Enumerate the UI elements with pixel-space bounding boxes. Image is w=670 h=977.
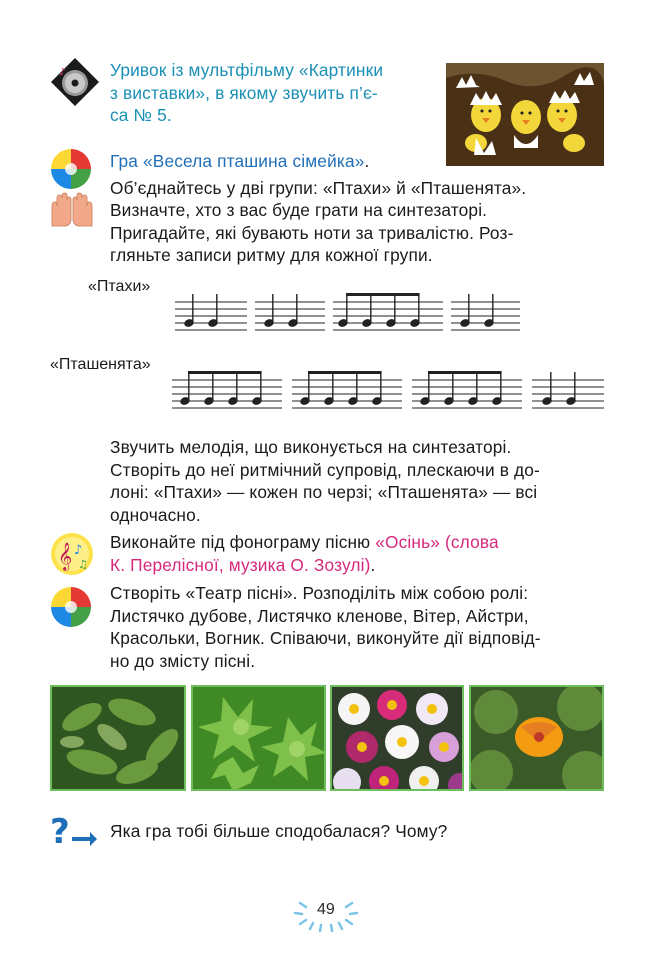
text-line: Об’єднайтесь у дві групи: «Птахи» й «Пташенята». [110, 177, 527, 198]
svg-text:♫: ♫ [78, 558, 88, 571]
text-line: Виконайте під фонограму пісню «Осінь» (слова [110, 532, 499, 552]
text-line: Пригадайте, які бувають ноти за тривалістю. Роз- [110, 222, 514, 243]
asters-photo [330, 685, 464, 791]
text-line: одночасно. [110, 504, 201, 525]
maple-leaves-photo [191, 685, 326, 791]
oak-leaves-photo [50, 685, 186, 791]
song-authors: К. Перелісної, музика О. Зозулі) [110, 554, 371, 575]
birds-rhythm-staff [175, 288, 520, 336]
song-instruction [110, 531, 604, 576]
text-line: гляньте записи ритму для кожної групи. [110, 245, 433, 265]
svg-text:♪: ♪ [74, 543, 83, 558]
text-line: К. Перелісної, музика О. Зозулі). [110, 554, 376, 575]
text-line: но до змісту пісні. [110, 650, 256, 671]
text-line: лоні: «Птахи» — кожен по черзі; «Пташенята» — всі [110, 482, 538, 502]
ball-icon [50, 148, 92, 190]
game-section [110, 150, 604, 267]
chicks-rhythm-staff [172, 364, 604, 414]
svg-text:♪: ♪ [59, 67, 66, 78]
game-title-text: Гра «Весела пташина сімейка» [110, 151, 365, 171]
text-line: Листячко дубове, Листячко кленове, Вітер, Айстри, [110, 605, 529, 626]
nasturtium-photo [469, 685, 604, 791]
text-line: з виставки», в якому звучить п’є- [110, 82, 378, 103]
film-disc-icon [50, 57, 100, 107]
text-line: Визначте, хто з вас буде грати на синтезаторі. [110, 200, 488, 220]
question-text: Яка гра тобі більше сподобалася? Чому? [110, 821, 448, 841]
text-line: Красольки, Вогник. Співаючи, виконуйте дії відповід- [110, 628, 541, 648]
clapping-hands-icon [48, 192, 96, 228]
chicks-rhythm-label: «Пташенята» [50, 356, 151, 373]
synth-instructions [110, 436, 604, 526]
text-line: Уривок із мультфільму «Картинки [110, 60, 384, 80]
svg-text:?: ? [50, 813, 70, 849]
birds-rhythm-label: «Птахи» [88, 278, 151, 295]
text-line: Створіть «Театр пісні». Розподіліть між собою ролі: [110, 583, 529, 603]
game-title: Гра «Весела пташина сімейка». [110, 151, 370, 171]
text-line: са № 5. [110, 105, 172, 125]
question-arrow-icon [50, 813, 98, 849]
ball-icon [50, 586, 92, 628]
svg-text:𝄞: 𝄞 [58, 542, 73, 570]
text-line: Створіть до неї ритмічний супровід, плескаючи в до- [110, 459, 540, 480]
theatre-instruction [110, 582, 604, 672]
page-number: 49 [317, 901, 335, 918]
text-line: Звучить мелодія, що виконується на синтезаторі. [110, 437, 512, 457]
song-title: «Осінь» (слова [375, 532, 499, 552]
film-excerpt-text [110, 59, 430, 127]
music-note-icon [50, 532, 94, 576]
